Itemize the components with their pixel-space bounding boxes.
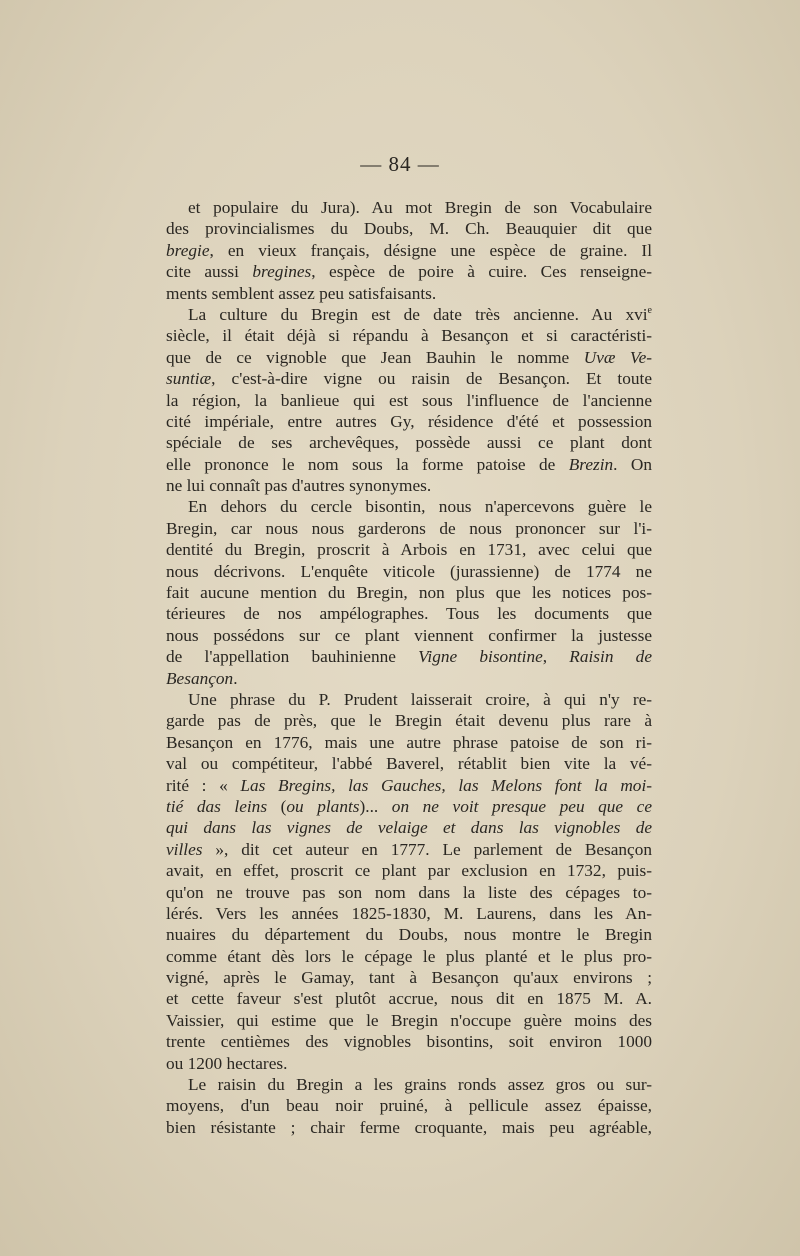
- text-run: (: [267, 796, 287, 816]
- text-run: lérés. Vers les années 1825-1830, M. Laurens, dans les An-: [166, 903, 652, 923]
- text-line: [166, 732, 652, 753]
- text-run: ne lui connaît pas d'autres synonymes.: [166, 476, 432, 496]
- text-line: [166, 753, 652, 774]
- text-run: avait, en effet, proscrit ce plant par exclusion en 1732, puis-: [166, 861, 652, 881]
- page-number: — 84 —: [360, 152, 440, 176]
- text-line: [166, 1117, 652, 1138]
- text-line: [166, 347, 652, 368]
- text-run: )...: [359, 796, 392, 816]
- text-run: , en vieux français, désigne une espèce de graine. Il: [209, 240, 652, 260]
- text-line: [166, 432, 652, 453]
- text-line: [166, 1053, 652, 1074]
- text-run: et populaire du Jura). Au mot Bregin de son Vocabulaire: [188, 198, 652, 217]
- text-run: comme étant dès lors le cépage le plus planté et le plus pro-: [166, 946, 652, 966]
- text-line: [166, 475, 652, 496]
- italic-run: villes: [166, 839, 203, 859]
- italic-run: Uvæ Ve-: [583, 347, 652, 367]
- text-line: [166, 1010, 652, 1031]
- text-line: [166, 988, 652, 1009]
- text-run: siècle, il était déjà si répandu à Besançon et si caractéristi-: [166, 326, 652, 346]
- text-run: ou 1200 hectares.: [166, 1053, 288, 1073]
- text-line: [166, 390, 652, 411]
- text-run: et cette faveur s'est plutôt accrue, nous dit en 1875 M. A.: [166, 989, 652, 1009]
- text-run: fait aucune mention du Bregin, non plus que les notices pos-: [166, 583, 652, 603]
- text-line: [166, 946, 652, 967]
- text-run: Vaissier, qui estime que le Bregin n'occupe guère moins des: [166, 1010, 652, 1030]
- text-run: qu'on ne trouve pas son nom dans la liste des cépages to-: [166, 882, 652, 902]
- text-run: moyens, d'un beau noir pruiné, à pellicule assez épaisse,: [166, 1096, 652, 1116]
- text-line: [166, 1095, 652, 1116]
- text-line: [166, 496, 652, 517]
- text-line: [166, 325, 652, 346]
- italic-run: bregie: [166, 240, 210, 260]
- text-run: .: [233, 668, 238, 688]
- text-line: [166, 240, 652, 261]
- text-run: nous décrivons. L'enquête viticole (jurassienne) de 1774 ne: [166, 561, 652, 581]
- italic-run: Raisin de: [569, 647, 652, 667]
- text-line: [166, 903, 652, 924]
- text-run: garde pas de près, que le Bregin était devenu plus rare à: [166, 711, 652, 731]
- text-run: En dehors du cercle bisontin, nous n'apercevons guère le: [188, 497, 652, 517]
- italic-run: Besançon: [166, 668, 234, 688]
- text-line: [166, 625, 652, 646]
- text-line: [166, 689, 652, 710]
- text-run: rité : «: [166, 775, 241, 795]
- text-run: Une phrase du P. Prudent laisserait croire, à qui n'y re-: [188, 689, 652, 709]
- italic-run: qui dans las vignes de velaige et dans las vignobles de: [166, 818, 652, 838]
- italic-run: Vigne bisontine: [418, 647, 543, 667]
- text-run: bien résistante ; chair ferme croquante, mais peu agréable,: [166, 1117, 652, 1137]
- text-run: trente centièmes des vignobles bisontins, soit environ 1000: [166, 1032, 652, 1052]
- text-run: cité impériale, entre autres Gy, résidence d'été et possession: [166, 411, 652, 431]
- text-line: [166, 518, 652, 539]
- text-line: [166, 924, 652, 945]
- text-line: [166, 882, 652, 903]
- text-run: nuaires du département du Doubs, nous montre le Bregin: [166, 925, 652, 945]
- text-line: [166, 710, 652, 731]
- text-run: spéciale de ses archevêques, possède aussi ce plant dont: [166, 433, 652, 453]
- text-run: de l'appellation bauhinienne: [166, 647, 419, 667]
- text-run: dentité du Bregin, proscrit à Arbois en 1731, avec celui que: [166, 540, 652, 560]
- text-run: térieures de nos ampélographes. Tous les documents que: [166, 604, 652, 624]
- italic-run: Las Bregins, las Gauches, las Melons font la moi-: [240, 775, 652, 795]
- text-line: [166, 218, 652, 239]
- text-line: [166, 411, 652, 432]
- italic-run: on ne voit presque peu que ce: [391, 796, 653, 816]
- text-run: », dit cet auteur en 1777. Le parlement de Besançon: [202, 839, 652, 859]
- text-line: [166, 582, 652, 603]
- italic-run: suntiæ: [166, 369, 212, 389]
- text-run: Besançon en 1776, mais une autre phrase patoise de son ri-: [166, 732, 652, 752]
- text-run: que de ce vignoble que Jean Bauhin le nomme: [166, 347, 584, 367]
- text-run: elle prononce le nom sous la forme patoise de: [166, 454, 569, 474]
- text-line: [166, 1074, 652, 1095]
- text-line: [166, 197, 652, 218]
- italic-run: Brezin: [568, 454, 614, 474]
- italic-run: tié das leins: [166, 796, 268, 816]
- text-line: [166, 454, 652, 475]
- text-run: nous possédons sur ce plant viennent confirmer la justesse: [166, 625, 652, 645]
- text-line: [166, 283, 652, 304]
- text-line: [166, 561, 652, 582]
- text-line: [166, 860, 652, 881]
- text-line: [166, 539, 652, 560]
- text-line: [166, 775, 652, 796]
- text-line: [166, 304, 652, 325]
- text-run: ,: [542, 647, 570, 667]
- text-run: vigné, après le Gamay, tant à Besançon qu'aux environs ;: [166, 968, 652, 988]
- text-run: ments semblent assez peu satisfaisants.: [166, 283, 437, 303]
- text-line: [166, 261, 652, 282]
- text-run: Le raisin du Bregin a les grains ronds assez gros ou sur-: [188, 1075, 652, 1095]
- text-line: [166, 1031, 652, 1052]
- text-run: , espèce de poire à cuire. Ces renseigne-: [311, 262, 652, 282]
- text-line: [166, 839, 652, 860]
- text-run: cite aussi: [166, 262, 253, 282]
- text-run: , c'est-à-dire vigne ou raisin de Besançon. Et toute: [211, 369, 652, 389]
- text-line: [166, 967, 652, 988]
- text-line: [166, 646, 652, 667]
- text-line: [166, 817, 652, 838]
- text-line: [166, 668, 652, 689]
- body-text: [166, 197, 652, 1138]
- text-line: [166, 796, 652, 817]
- text-line: [166, 603, 652, 624]
- text-run: Bregin, car nous nous garderons de nous prononcer sur l'i-: [166, 518, 652, 538]
- text-run: des provincialismes du Doubs, M. Ch. Beauquier dit que: [166, 219, 652, 239]
- text-run: la région, la banlieue qui est sous l'influence de l'ancienne: [166, 390, 652, 410]
- superscript: e: [647, 305, 652, 317]
- italic-run: ou plants: [286, 796, 360, 816]
- text-run: La culture du Bregin est de date très ancienne. Au xvi: [188, 304, 648, 324]
- text-run: . On: [613, 454, 653, 474]
- text-line: [166, 368, 652, 389]
- italic-run: bregines: [252, 262, 312, 282]
- text-run: val ou compétiteur, l'abbé Baverel, rétablit bien vite la vé-: [166, 754, 652, 774]
